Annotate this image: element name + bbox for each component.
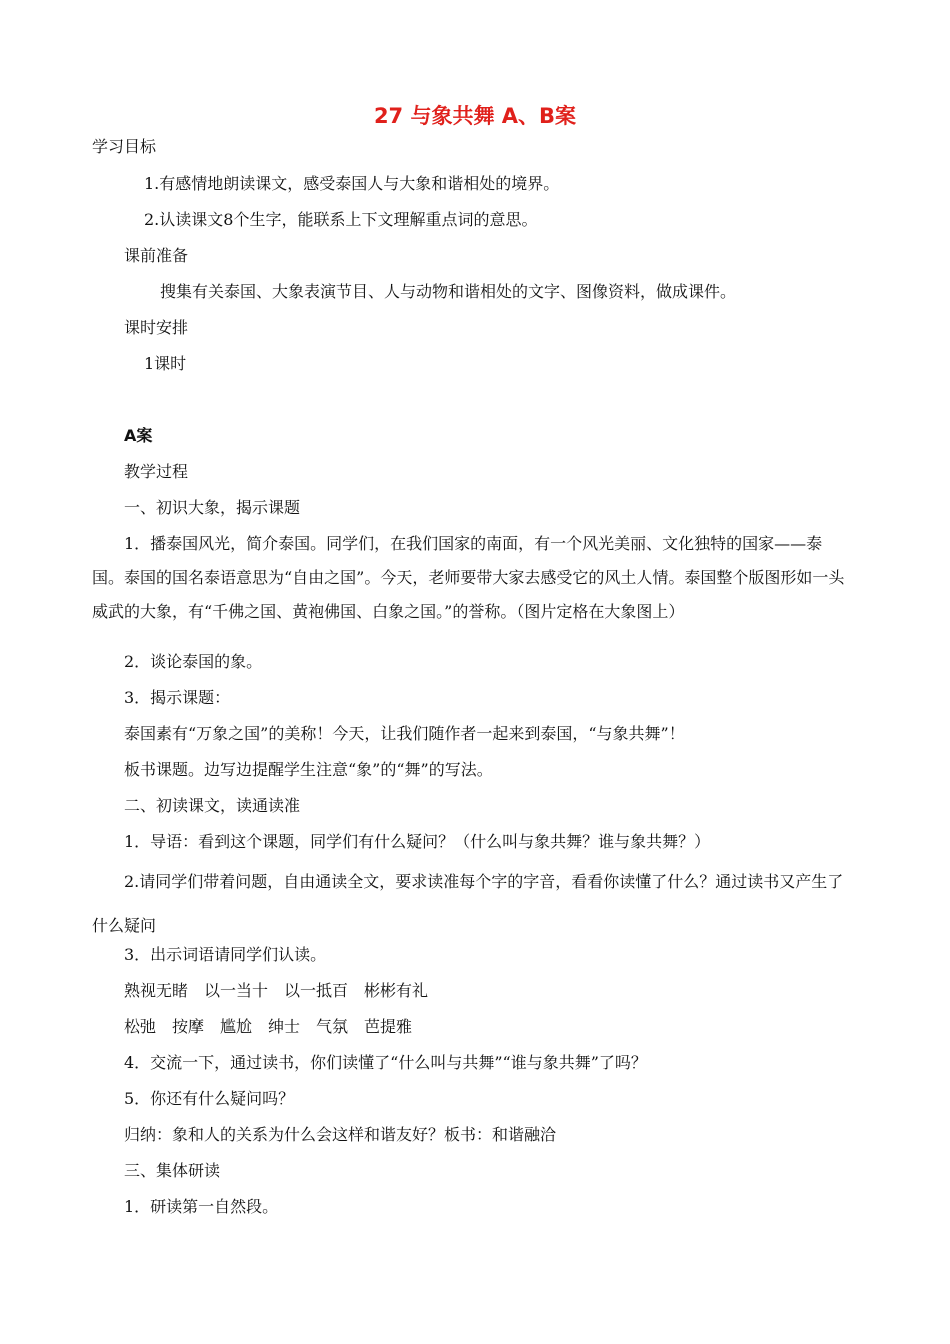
process-heading: 教学过程 xyxy=(124,462,189,481)
plan-a-label: A案 xyxy=(124,426,153,445)
section-1-paragraph-3: 3．揭示课题： xyxy=(124,688,231,707)
goal-item-2: 2.认读课文8个生字，能联系上下文理解重点词的意思。 xyxy=(144,210,538,229)
section-2-heading: 二、初读课文，读通读准 xyxy=(124,796,301,815)
section-2-paragraph-3: 3．出示词语请同学们认读。 xyxy=(124,945,327,964)
section-1-paragraph-5: 板书课题。边写边提醒学生注意“象”的“舞”的写法。 xyxy=(124,760,493,779)
prep-heading: 课前准备 xyxy=(124,246,189,265)
goals-heading: 学习目标 xyxy=(92,137,157,156)
section-2-paragraph-5: 5．你还有什么疑问吗？ xyxy=(124,1089,295,1108)
section-3-heading: 三、集体研读 xyxy=(124,1161,221,1180)
schedule-text: 1课时 xyxy=(144,354,187,373)
goal-item-1: 1.有感情地朗读课文，感受泰国人与大象和谐相处的境界。 xyxy=(144,174,560,193)
section-3-paragraph-1: 1．研读第一自然段。 xyxy=(124,1197,279,1216)
section-1-paragraph-1: 1．播泰国风光，简介泰国。同学们，在我们国家的南面，有一个风光美丽、文化独特的国家——泰国。泰国的国名泰语意思为“自由之国”。今天，老师要带大家去感受它的风土人情。泰国整个版图形如一头威武的大象，有“千佛之国、黄袍佛国、白象之国。”的誉称。（图片定格在大象图上） xyxy=(92,534,845,621)
vocabulary-row-1: 熟视无睹 以一当十 以一抵百 彬彬有礼 xyxy=(124,981,429,1000)
vocabulary-row-2: 松弛 按摩 尴尬 绅士 气氛 芭提雅 xyxy=(124,1017,413,1036)
section-2-paragraph-2: 2.请同学们带着问题，自由通读全文，要求读准每个字的字音，看看你读懂了什么？通过读书又产生了什么疑问 xyxy=(92,872,844,935)
section-1-paragraph-4: 泰国素有“万象之国”的美称！今天，让我们随作者一起来到泰国，“与象共舞”！ xyxy=(124,724,685,743)
section-1-paragraph-2: 2．谈论泰国的象。 xyxy=(124,652,263,671)
section-2-summary: 归纳：象和人的关系为什么会这样和谐友好？板书：和谐融洽 xyxy=(124,1125,557,1144)
schedule-heading: 课时安排 xyxy=(124,318,189,337)
prep-text: 搜集有关泰国、大象表演节目、人与动物和谐相处的文字、图像资料，做成课件。 xyxy=(160,282,737,301)
section-2-paragraph-1: 1．导语：看到这个课题，同学们有什么疑问？（什么叫与象共舞？谁与象共舞？） xyxy=(124,832,711,851)
document-title: 27 与象共舞 A、B案 xyxy=(373,104,577,128)
section-1-heading: 一、初识大象，揭示课题 xyxy=(124,498,301,517)
section-2-paragraph-4: 4．交流一下，通过读书，你们读懂了“什么叫与共舞”“谁与象共舞”了吗？ xyxy=(124,1053,647,1072)
